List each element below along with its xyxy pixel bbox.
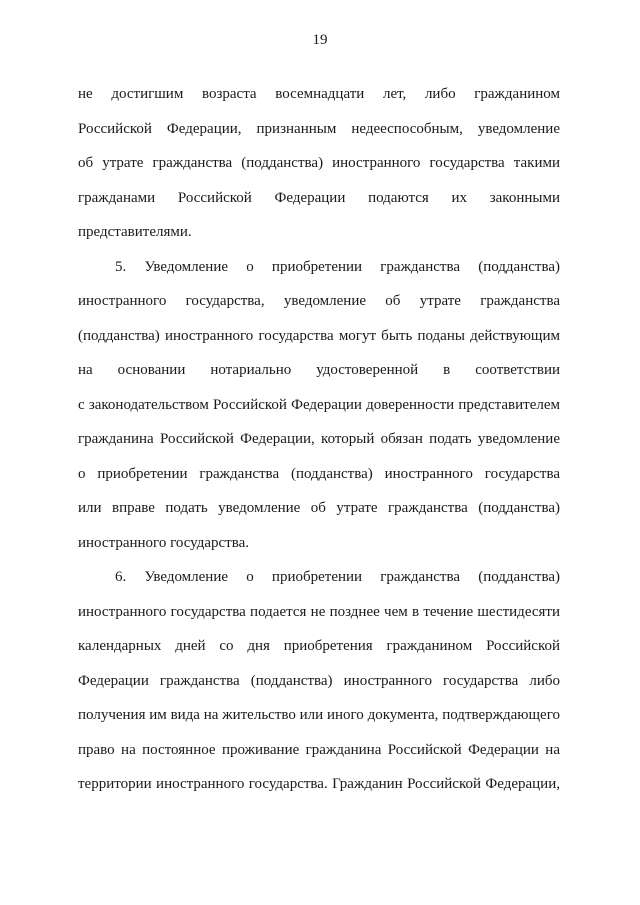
page-number: 19 [312,32,328,48]
text-line: гражданами Российской Федерации подаются их законными [78,189,560,206]
document-body [78,77,560,802]
text-line: получения им вида на жительство или иного документа, подтверждающего [78,707,560,723]
text-line: о приобретении гражданства (подданства) иностранного государства [78,465,560,482]
paragraph-5 [78,250,560,561]
text-line: 6. Уведомление о приобретении гражданства (подданства) [115,569,560,585]
text-line: Российской Федерации, признанным недееспособным, уведомление [78,120,560,137]
text-line: на основании нотариально удостоверенной в соответствии [78,362,560,378]
text-line: об утрате гражданства (подданства) иностранного государства такими [78,155,560,171]
text-line: иностранного государства подается не позднее чем в течение шестидесяти [78,603,560,620]
text-line: (подданства) иностранного государства могут быть поданы действующим [78,327,560,344]
text-line: 5. Уведомление о приобретении гражданства (подданства) [115,258,560,275]
text-line: с законодательством Российской Федерации доверенности представителем [78,396,560,413]
text-line: иностранного государства, уведомление об утрате гражданства [78,293,560,309]
text-line: право на постоянное проживание гражданина Российской Федерации на [78,741,560,758]
text-line: гражданина Российской Федерации, который обязан подать уведомление [78,431,560,447]
paragraph-continuation [78,77,560,250]
text-line: или вправе подать уведомление об утрате гражданства (подданства) [78,500,560,516]
text-line: календарных дней со дня приобретения гражданином Российской [78,638,560,654]
text-line: Федерации гражданства (подданства) иностранного государства либо [78,672,560,689]
paragraph-6 [78,560,560,802]
text-line: не достигшим возраста восемнадцати лет, либо гражданином [78,86,560,102]
text-line: представителями. [78,224,192,240]
text-line: иностранного государства. [78,534,250,551]
text-line: территории иностранного государства. Гражданин Российской Федерации, [78,776,560,792]
